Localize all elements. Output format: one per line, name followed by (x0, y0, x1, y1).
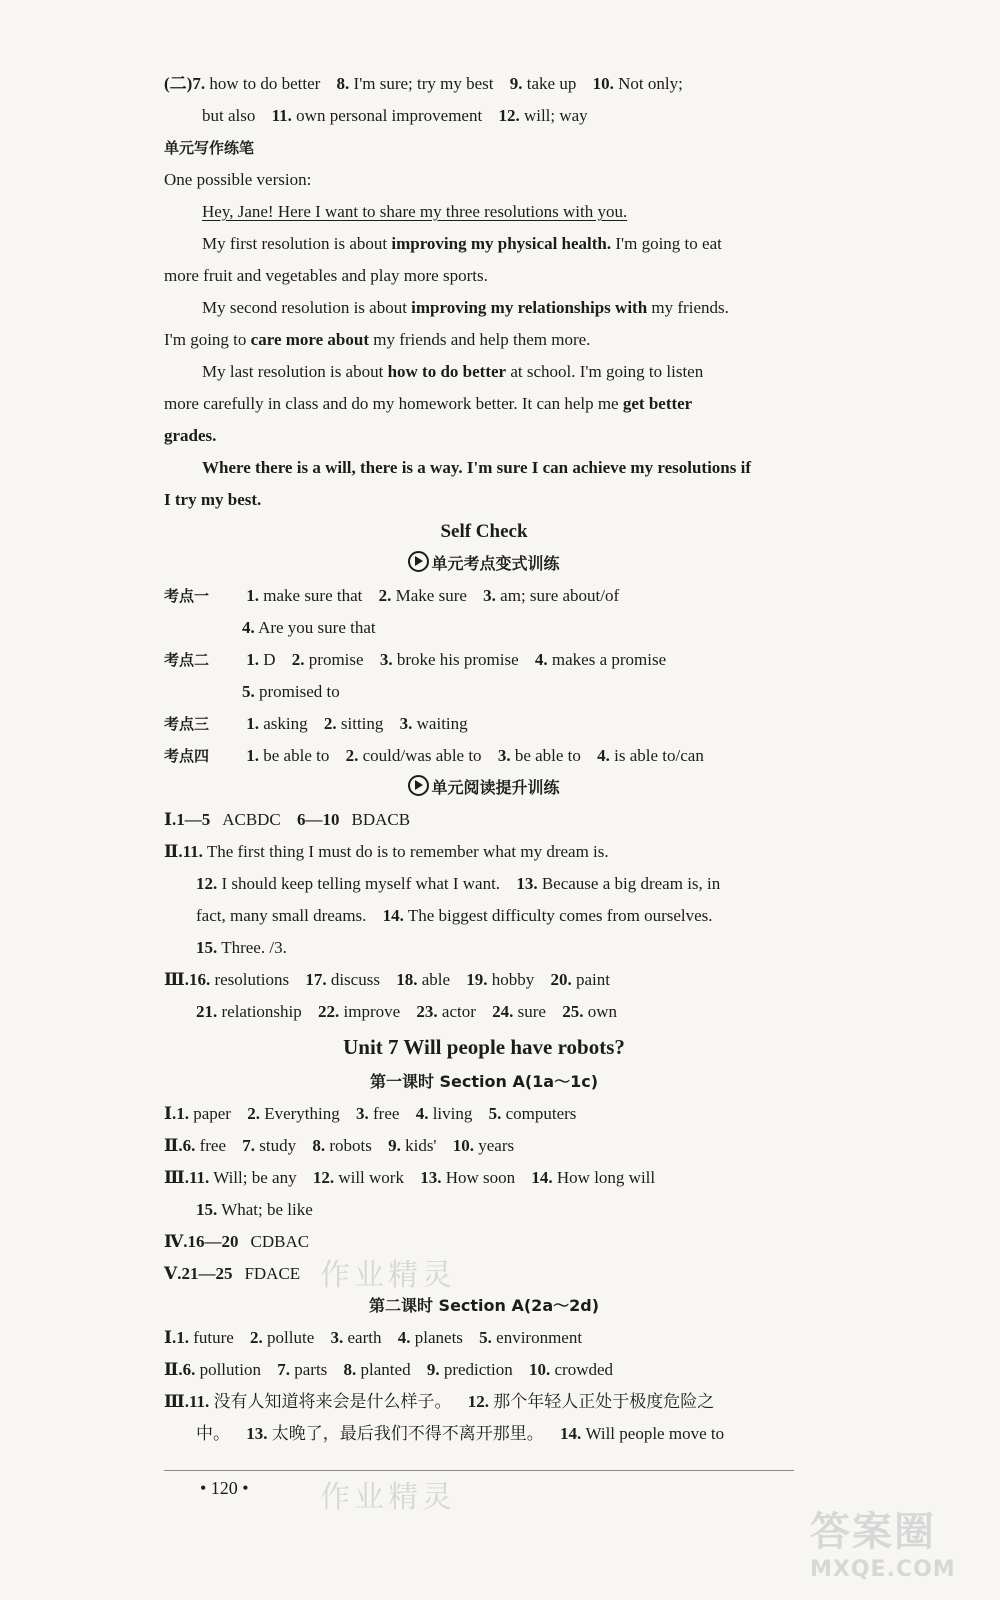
lesson1-part5: Ⅴ.21—25 FDACE (164, 1264, 301, 1283)
lesson2-part1: Ⅰ.1. future 2. pollute 3. earth 4. planets 5. environment (164, 1328, 583, 1347)
exam-point-3: 考点三 1. asking 2. sitting 3. waiting (164, 714, 468, 733)
watermark: 作业精灵 (320, 1258, 456, 1293)
paragraph-3-end: grades. (164, 426, 217, 445)
arrow-circle-icon (408, 775, 429, 796)
reading-part2: Ⅱ.11. The first thing I must do is to remember what my dream is. (164, 842, 609, 861)
lesson1-part2: Ⅱ.6. free 7. study 8. robots 9. kids' 10. years (164, 1136, 515, 1155)
reading-part1: Ⅰ.1—5 ACBDC 6—10 BDACB (164, 810, 411, 829)
reading-part2-cont: fact, many small dreams. 14. The biggest difficulty comes from ourselves. (196, 906, 713, 925)
arrow-circle-icon (408, 551, 429, 572)
answer-item: 8. I'm sure; try my best (336, 74, 494, 93)
lesson-1-heading: 第一课时 Section A(1a～1c) (369, 1072, 599, 1091)
answer-page (164, 68, 804, 1450)
lesson-2-heading: 第二课时 Section A(2a～2d) (368, 1296, 600, 1315)
answer-item: (二)7. how to do better (164, 74, 321, 93)
exam-point-4: 考点四 1. be able to 2. could/was able to 3. be able to 4. is able to/can (164, 746, 704, 765)
watermark: 作业精灵 (320, 1480, 456, 1515)
writing-greeting: Hey, Jane! Here I want to share my three resolutions with you. (202, 202, 628, 221)
writing-heading: 单元写作练笔 (164, 139, 255, 157)
site-logo: 答案圈 MXQE.COM (810, 1509, 956, 1582)
reading-part2-cont: 15. Three. /3. (196, 938, 287, 957)
lesson2-part3-cont: 中。 13. 太晚了，最后我们不得不离开那里。 14. Will people move to (196, 1424, 725, 1443)
lesson2-part3: Ⅲ.11. 没有人知道将来会是什么样子。 12. 那个年轻人正处于极度危险之 (164, 1392, 715, 1411)
paragraph-2-cont: I'm going to care more about my friends and help them more. (164, 330, 591, 349)
answer-item: 10. Not only; (592, 74, 683, 93)
answer-item: 9. take up (509, 74, 577, 93)
self-check-title: Self Check (440, 521, 528, 542)
exam-point-2-cont: 5. promised to (242, 682, 340, 701)
lesson1-part4: Ⅳ.16—20 CDBAC (164, 1232, 310, 1251)
footer-divider (164, 1470, 794, 1471)
subheading-exam-points: 单元考点变式训练 (164, 548, 804, 580)
exam-point-1-cont: 4. Are you sure that (242, 618, 376, 637)
lesson1-part3-cont: 15. What; be like (196, 1200, 313, 1219)
paragraph-1: My first resolution is about improving my physical health. I'm going to eat (202, 234, 722, 253)
paragraph-4-cont: I try my best. (164, 490, 262, 509)
lesson2-part2: Ⅱ.6. pollution 7. parts 8. planted 9. prediction 10. crowded (164, 1360, 614, 1379)
answer-item: 12. will; way (498, 106, 588, 125)
reading-part3-cont: 21. relationship 22. improve 23. actor 24. sure 25. own (196, 1002, 618, 1021)
paragraph-3: My last resolution is about how to do better at school. I'm going to listen (202, 362, 704, 381)
paragraph-4: Where there is a will, there is a way. I'm sure I can achieve my resolutions if (202, 458, 751, 477)
writing-intro: One possible version: (164, 170, 312, 189)
part2-line1 (164, 68, 804, 100)
subheading-reading: 单元阅读提升训练 (164, 772, 804, 804)
exam-point-2: 考点二 1. D 2. promise 3. broke his promise 4. makes a promise (164, 650, 667, 669)
reading-part2-cont: 12. I should keep telling myself what I want. 13. Because a big dream is, in (196, 874, 721, 893)
unit-title: Unit 7 Will people have robots? (343, 1035, 625, 1059)
page-number: • 120 • (200, 1478, 249, 1498)
paragraph-3-cont: more carefully in class and do my homework better. It can help me get better (164, 394, 693, 413)
paragraph-2: My second resolution is about improving my relationships with my friends. (202, 298, 729, 317)
answer-item: 11. own personal improvement (271, 106, 483, 125)
reading-part3: Ⅲ.16. resolutions 17. discuss 18. able 19. hobby 20. paint (164, 970, 611, 989)
exam-point-1: 考点一 1. make sure that 2. Make sure 3. am; sure about/of (164, 586, 620, 605)
part2-line2 (164, 100, 804, 132)
answer-text: but also (202, 106, 256, 125)
lesson1-part1: Ⅰ.1. paper 2. Everything 3. free 4. living 5. computers (164, 1104, 577, 1123)
paragraph-1-cont: more fruit and vegetables and play more sports. (164, 266, 488, 285)
lesson1-part3: Ⅲ.11. Will; be any 12. will work 13. How soon 14. How long will (164, 1168, 656, 1187)
